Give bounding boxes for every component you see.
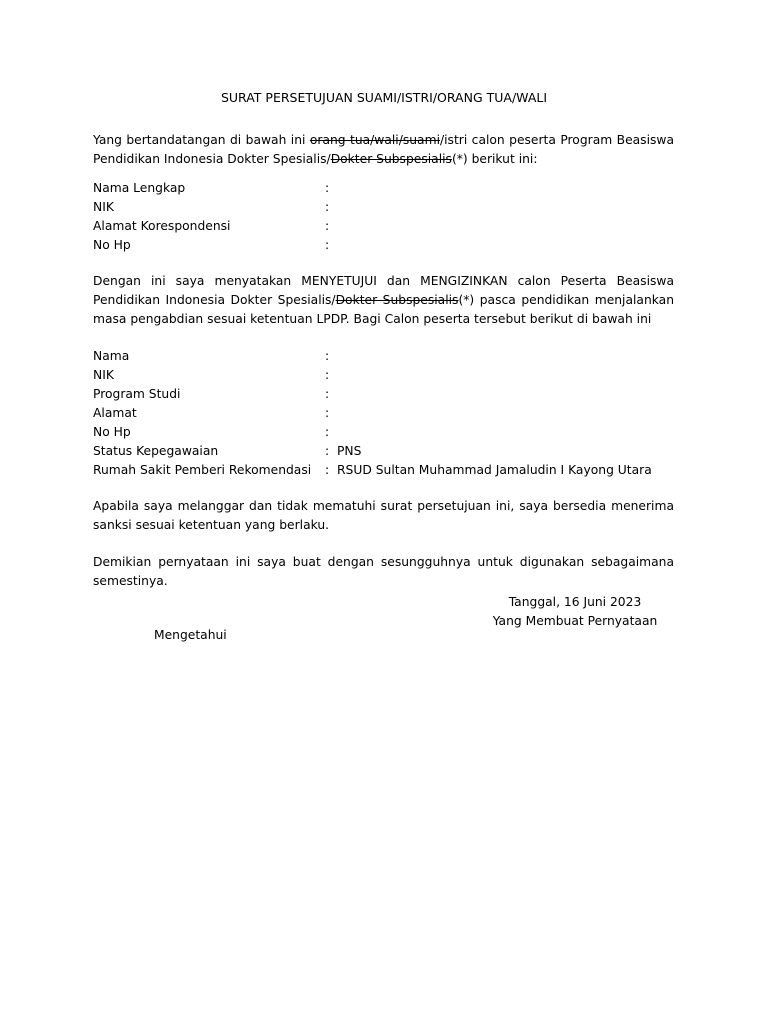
candidate-field-row bbox=[93, 347, 693, 366]
intro-text-2: /istri calon peserta Program Beasiswa Pendidikan Indonesia Dokter Spesialis/ bbox=[93, 133, 674, 166]
field-label: Alamat bbox=[93, 406, 137, 420]
field-label: No Hp bbox=[93, 238, 131, 252]
candidate-field-row bbox=[93, 461, 693, 480]
sanction-paragraph: Apabila saya melanggar dan tidak mematuhi surat persetujuan ini, saya bersedia menerima sanksi sesuai ketentuan yang berlaku. bbox=[93, 499, 674, 532]
consent-paragraph bbox=[93, 272, 674, 329]
field-colon: : bbox=[325, 181, 330, 195]
field-label: Alamat Korespondensi bbox=[93, 219, 231, 233]
maker-line: Yang Membuat Pernyataan bbox=[492, 614, 658, 628]
date-line: Tanggal, 16 Juni 2023 bbox=[508, 595, 642, 609]
candidate-field-row bbox=[93, 366, 693, 385]
field-label: Program Studi bbox=[93, 387, 181, 401]
intro-text-3: (*) berikut ini: bbox=[451, 152, 538, 166]
signer-field-row bbox=[93, 179, 693, 198]
field-value: RSUD Sultan Muhammad Jamaludin I Kayong Utara bbox=[337, 463, 652, 477]
intro-strikethrough-1: orang tua/wali/suami bbox=[309, 133, 440, 147]
field-label: Nama Lengkap bbox=[93, 181, 186, 195]
signer-field-row bbox=[93, 198, 693, 217]
signer-field-row bbox=[93, 236, 693, 255]
intro-strikethrough-2: Dokter Subspesialis bbox=[330, 152, 452, 166]
consent-strikethrough: Dokter Subspesialis bbox=[335, 293, 459, 307]
field-label: NIK bbox=[93, 200, 114, 214]
intro-paragraph bbox=[93, 131, 674, 169]
field-label: Nama bbox=[93, 349, 130, 363]
candidate-field-row bbox=[93, 423, 693, 442]
field-label: No Hp bbox=[93, 425, 131, 439]
candidate-field-row bbox=[93, 404, 693, 423]
field-label: NIK bbox=[93, 368, 114, 382]
field-colon: : bbox=[325, 349, 330, 363]
candidate-fields bbox=[93, 347, 693, 480]
field-label: Rumah Sakit Pemberi Rekomendasi bbox=[93, 463, 312, 477]
field-colon: : bbox=[325, 444, 330, 458]
field-colon: : bbox=[325, 238, 330, 252]
field-colon: : bbox=[325, 463, 330, 477]
closing-paragraph: Demikian pernyataan ini saya buat dengan sesungguhnya untuk digunakan sebagaimana semestinya. bbox=[93, 555, 674, 588]
field-colon: : bbox=[325, 425, 330, 439]
field-label: Status Kepegawaian bbox=[93, 444, 219, 458]
field-colon: : bbox=[325, 368, 330, 382]
consent-text-2: (*) pasca pendidikan menjalankan masa pengabdian sesuai ketentuan LPDP. Bagi Calon peserta tersebut berikut di bawah ini bbox=[93, 293, 674, 326]
document-title: SURAT PERSETUJUAN SUAMI/ISTRI/ORANG TUA/WALI bbox=[220, 90, 548, 105]
consent-text-1: Dengan ini saya menyatakan MENYETUJUI dan MENGIZINKAN calon Peserta Beasiswa Pendidikan Indonesia Dokter Spesialis/ bbox=[93, 274, 674, 307]
field-colon: : bbox=[325, 200, 330, 214]
field-colon: : bbox=[325, 219, 330, 233]
field-value: PNS bbox=[337, 444, 362, 458]
field-colon: : bbox=[325, 406, 330, 420]
intro-text-1: Yang bertandatangan di bawah ini bbox=[93, 133, 310, 147]
signer-field-row bbox=[93, 217, 693, 236]
acknowledge-label: Mengetahui bbox=[154, 628, 227, 642]
candidate-field-row bbox=[93, 385, 693, 404]
signer-fields bbox=[93, 179, 693, 255]
candidate-field-row bbox=[93, 442, 693, 461]
signature-block bbox=[480, 593, 670, 631]
field-colon: : bbox=[325, 387, 330, 401]
